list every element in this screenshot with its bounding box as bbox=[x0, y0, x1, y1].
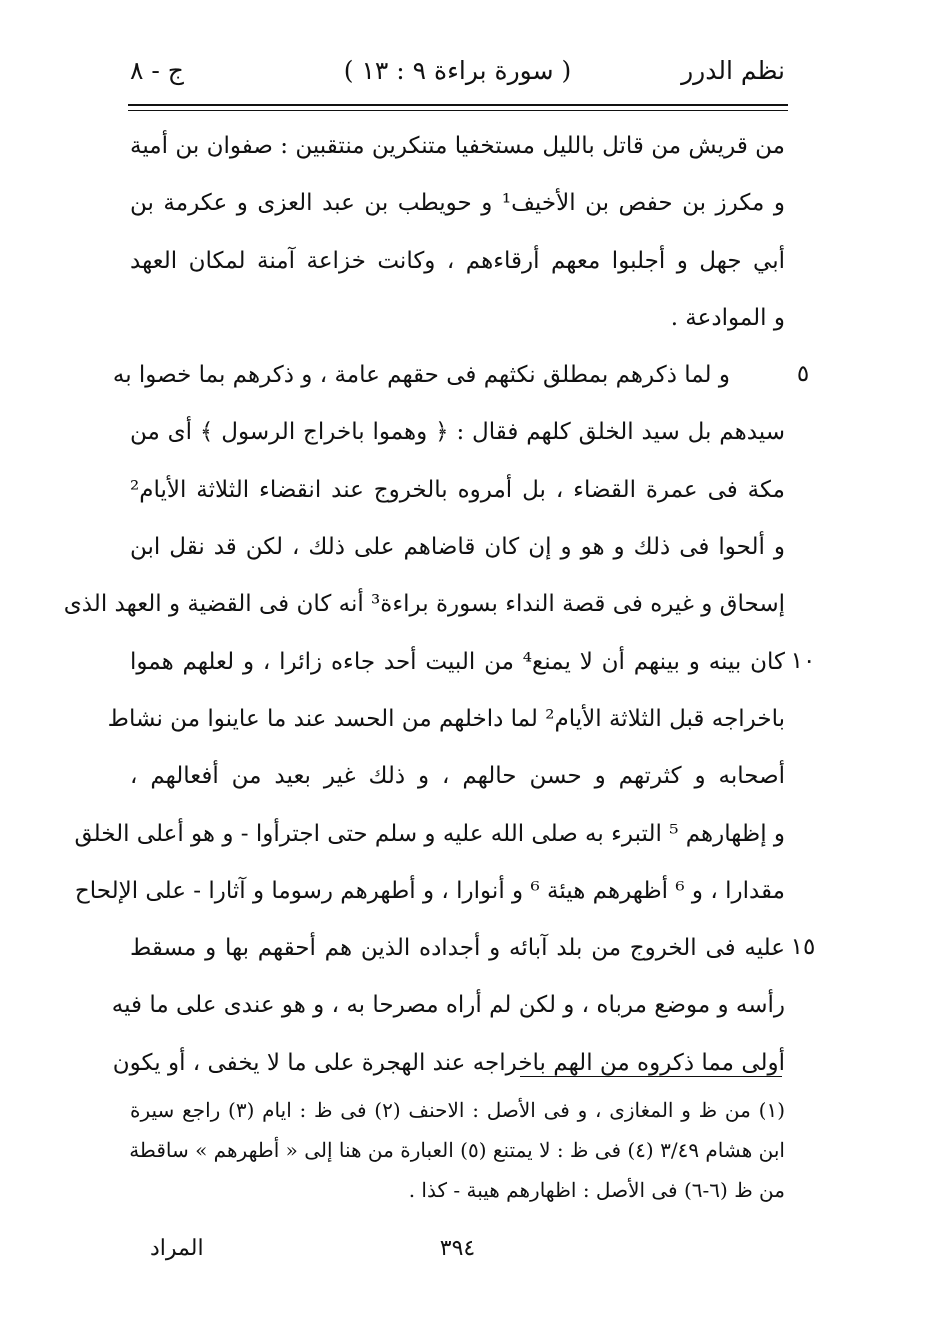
surah-reference: ( سورة براءة ٩ : ١٣ ) bbox=[343, 56, 572, 85]
footnote-line: ابن هشام ٣/٤٩ (٤) فى ظ : لا يمتنع (٥) العبارة من هنا إلى « أطهرهم » ساقطة bbox=[129, 1138, 785, 1162]
text-line: مقدارا ، و ⁶ أظهرهم هيئة ⁶ و أنوارا ، و أطهرهم رسوما و آثارا - على الإلحاح bbox=[74, 877, 785, 904]
text-line: و مكرز بن حفص بن الأخيف¹ و حويطب بن عبد العزى و عكرمة بن bbox=[130, 190, 785, 217]
text-line: و إظهارهم ⁵ التبرء به صلى الله عليه و سلم حتى اجترأوا - و هو أعلى الخلق bbox=[74, 820, 785, 847]
text-line: أبي جهل و أجلبوا معهم أرقاءهم ، وكانت خزاعة آمنة لمكان العهد bbox=[130, 247, 785, 274]
text-line: باخراجه قبل الثلاثة الأيام² لما داخلهم من الحسد عند ما عاينوا من نشاط bbox=[107, 705, 785, 732]
footnote-line: (١) من ظ و المغازى ، و فى الأصل : الاحنف (٢) فى ظ : ايام (٣) راجع سيرة bbox=[130, 1098, 785, 1122]
text-line: كان بينه و بينهم أن لا يمنع⁴ من البيت أحد جاءه زائرا ، و لعلهم هموا bbox=[130, 648, 785, 675]
footnote-line: من ظ (٦-٦) فى الأصل : اظهارهم هيبة - كذا . bbox=[408, 1178, 785, 1202]
text-line: رأسه و موضع مرباه ، و لكن لم أراه مصرحا به ، و هو عندى على ما فيه bbox=[111, 992, 785, 1019]
margin-line-number: ١٠ bbox=[790, 647, 816, 674]
text-line: و الموادعة . bbox=[670, 304, 785, 331]
text-line: أولى مما ذكروه من الهم باخراجه عند الهجرة على ما لا يخفى ، أو يكون bbox=[112, 1049, 785, 1076]
text-line: و لما ذكرهم بمطلق نكثهم فى حقهم عامة ، و ذكرهم بما خصوا به bbox=[112, 362, 730, 389]
text-line: أصحابه و كثرتهم و حسن حالهم ، و ذلك غير بعيد من أفعالهم ، bbox=[130, 763, 785, 790]
footnote-separator bbox=[520, 1076, 782, 1077]
text-line: سيدهم بل سيد الخلق كلهم فقال : ﴿ وهموا باخراج الرسول ﴾ أى من bbox=[130, 419, 785, 446]
text-line: إسحاق و غيره فى قصة النداء بسورة براءة³ أنه كان فى القضية و العهد الذى bbox=[63, 591, 785, 618]
margin-line-number: ٥ bbox=[796, 361, 810, 388]
text-line: من قريش من قاتل بالليل مستخفيا متنكرين منتقبين : صفوان بن أمية bbox=[130, 133, 785, 159]
running-header bbox=[130, 52, 785, 98]
text-line: مكة فى عمرة القضاء ، بل أمروه بالخروج عند انقضاء الثلاثة الأيام² bbox=[130, 476, 785, 503]
header-rule bbox=[128, 104, 788, 106]
margin-line-number: ١٥ bbox=[790, 934, 816, 961]
catchword: المراد bbox=[150, 1236, 204, 1261]
volume-number: ج - ٨ bbox=[130, 56, 184, 85]
text-line: و ألحوا فى ذلك و هو و إن كان قاضاهم على ذلك ، لكن قد نقل ابن bbox=[130, 534, 785, 561]
book-title: نظم الدرر bbox=[681, 56, 785, 85]
text-line: عليه فى الخروج من بلد آبائه و أجداده الذين هم أحقهم بها و مسقط bbox=[130, 935, 785, 962]
footnotes bbox=[130, 1090, 785, 1210]
main-text bbox=[63, 118, 785, 1092]
header-rule-thin bbox=[128, 110, 788, 111]
page-number: ٣٩٤ bbox=[439, 1236, 476, 1261]
page-footer bbox=[130, 1232, 785, 1272]
